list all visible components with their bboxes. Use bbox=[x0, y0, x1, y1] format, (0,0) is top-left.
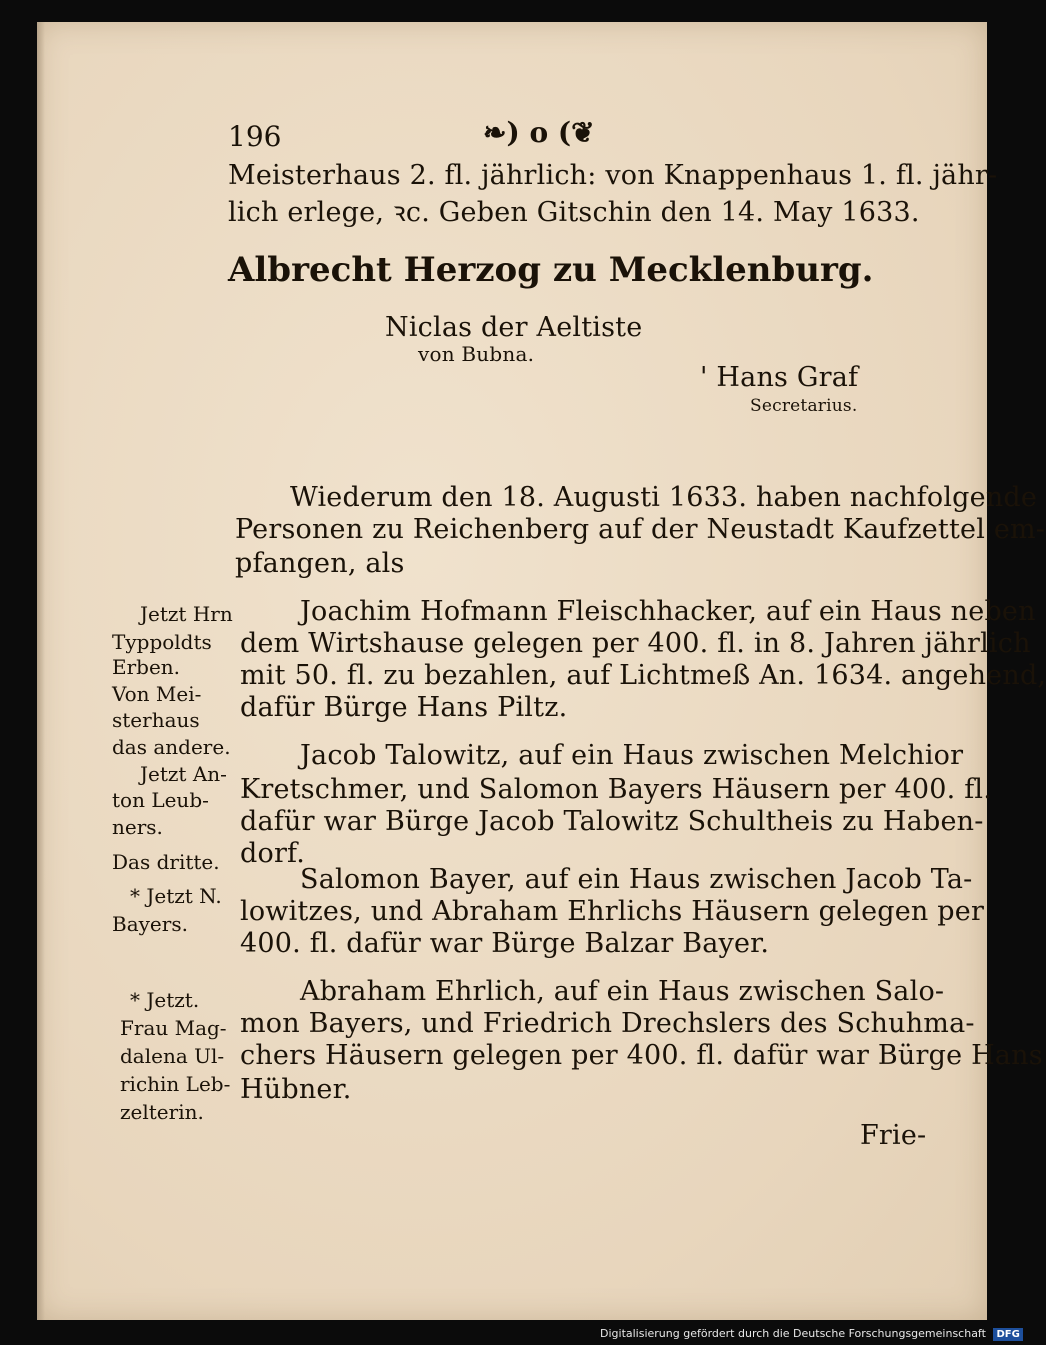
entry-line: dorf. bbox=[240, 838, 306, 869]
margin-note: Typpoldts bbox=[112, 630, 212, 654]
entry-line: Hübner. bbox=[240, 1074, 352, 1105]
entry-line: Jacob Talowitz, auf ein Haus zwischen Melchior bbox=[300, 740, 964, 771]
margin-note: ners. bbox=[112, 815, 163, 839]
margin-note: richin Leb- bbox=[120, 1072, 231, 1096]
page-spine-shadow bbox=[37, 22, 45, 1320]
entry-line: Salomon Bayer, auf ein Haus zwischen Jacob Ta- bbox=[300, 864, 973, 895]
signature-niclas: Niclas der Aeltiste bbox=[385, 312, 643, 343]
intro-line: pfangen, als bbox=[235, 548, 405, 579]
header-ornament: ❧) o (❦ bbox=[483, 116, 595, 149]
entry-line: dafür war Bürge Jacob Talowitz Schultheis zu Haben- bbox=[240, 806, 984, 837]
margin-note: Jetzt Hrn bbox=[140, 602, 233, 626]
margin-note: sterhaus bbox=[112, 708, 200, 732]
margin-note: ton Leub- bbox=[112, 788, 209, 812]
signature-hans-graf: ' Hans Graf bbox=[700, 362, 859, 393]
margin-note: * Jetzt N. bbox=[130, 884, 222, 908]
margin-note: * Jetzt. bbox=[130, 988, 200, 1012]
entry-line: 400. fl. dafür war Bürge Balzar Bayer. bbox=[240, 928, 770, 959]
dfg-logo: DFG bbox=[993, 1328, 1022, 1341]
margin-note: Das dritte. bbox=[112, 850, 220, 874]
entry-line: Kretschmer, und Salomon Bayers Häusern per 400. fl. bbox=[240, 774, 993, 805]
entry-line: Abraham Ehrlich, auf ein Haus zwischen Salo- bbox=[300, 976, 945, 1007]
margin-note: Von Mei- bbox=[112, 682, 202, 706]
signature-secretarius: Secretarius. bbox=[750, 396, 858, 416]
margin-note: zelterin. bbox=[120, 1100, 204, 1124]
margin-note: dalena Ul- bbox=[120, 1044, 225, 1068]
signature-niclas-bubna: von Bubna. bbox=[418, 342, 535, 366]
text-line: lich erlege, ꝛc. Geben Gitschin den 14. May 1633. bbox=[228, 197, 920, 228]
margin-note: Jetzt An- bbox=[140, 762, 227, 786]
margin-note: Erben. bbox=[112, 655, 181, 679]
entry-line: mit 50. fl. zu bezahlen, auf Lichtmeß An. 1634. angehend, bbox=[240, 660, 1046, 691]
digitization-footer bbox=[600, 1327, 1020, 1343]
margin-note: Frau Mag- bbox=[120, 1016, 227, 1040]
intro-line: Personen zu Reichenberg auf der Neustadt Kaufzettel em- bbox=[235, 514, 1046, 545]
entry-line: Joachim Hofmann Fleischhacker, auf ein Haus neben bbox=[300, 596, 1036, 627]
entry-line: mon Bayers, und Friedrich Drechslers des Schuhma- bbox=[240, 1008, 975, 1039]
entry-line: chers Häusern gelegen per 400. fl. dafür war Bürge Hans bbox=[240, 1040, 1043, 1071]
margin-note: das andere. bbox=[112, 735, 231, 759]
catchword: Frie- bbox=[860, 1120, 927, 1151]
entry-line: lowitzes, und Abraham Ehrlichs Häusern gelegen per bbox=[240, 896, 985, 927]
entry-line: dem Wirtshause gelegen per 400. fl. in 8. Jahren jährlich bbox=[240, 628, 1031, 659]
entry-line: dafür Bürge Hans Piltz. bbox=[240, 692, 568, 723]
intro-line: Wiederum den 18. Augusti 1633. haben nachfolgende bbox=[290, 482, 1038, 513]
margin-note: Bayers. bbox=[112, 912, 188, 936]
page-number: 196 bbox=[228, 120, 282, 153]
signature-duke: Albrecht Herzog zu Mecklenburg. bbox=[228, 250, 874, 290]
footer-text: Digitalisierung gefördert durch die Deutsche Forschungsgemeinschaft bbox=[600, 1327, 986, 1340]
text-line: Meisterhaus 2. fl. jährlich: von Knappenhaus 1. fl. jähr- bbox=[228, 160, 998, 191]
